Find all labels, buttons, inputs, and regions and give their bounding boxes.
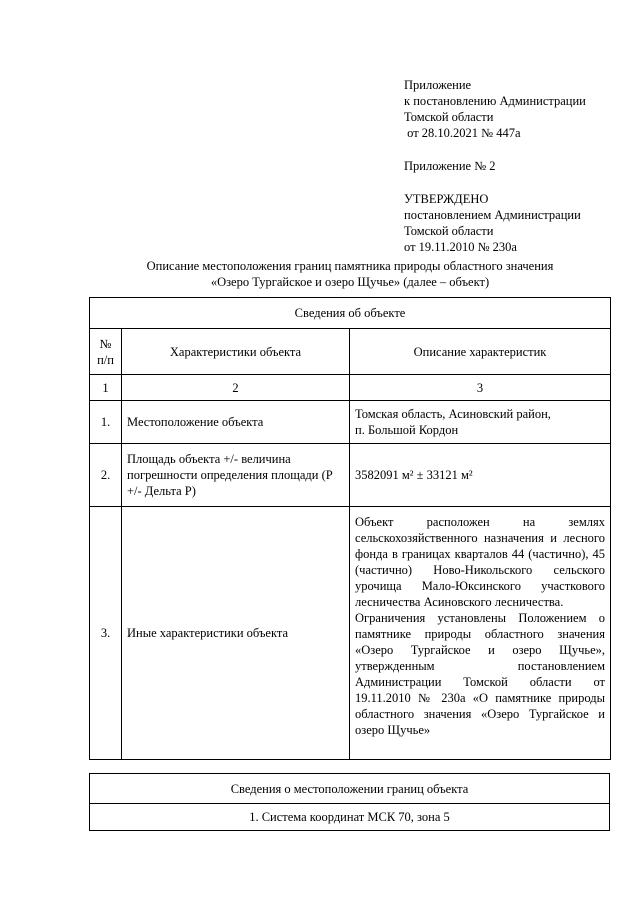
header-line: от 28.10.2021 № 447а [404, 126, 521, 140]
description-paragraph: Ограничения установлены Положением о памятнике природы областного значения «Озеро Тургайское и озеро Щучье», утвержденным постановлением Администрации Томской области от 19.11.2010 № 230а «О памятнике природы областного значения «Озеро Тургайское и озеро Щучье» [355, 611, 605, 737]
boundary-info-table [89, 773, 610, 831]
row-num: 1. [90, 401, 122, 444]
col-header-characteristic: Характеристики объекта [122, 329, 350, 375]
table-caption: Сведения об объекте [90, 298, 611, 329]
col-header-num: № п/п [90, 329, 122, 375]
object-info-table [89, 297, 611, 760]
col-number: 3 [350, 375, 611, 401]
row-description: Томская область, Асиновский район, п. Большой Кордон [350, 401, 611, 444]
appendix-label: Приложение № 2 [404, 159, 496, 173]
approval-header [404, 77, 634, 255]
row-num: 3. [90, 507, 122, 760]
row-num: 2. [90, 444, 122, 507]
header-line: Томской области [404, 110, 494, 124]
table-caption: Сведения о местоположении границ объекта [90, 774, 610, 804]
col-number: 2 [122, 375, 350, 401]
row-characteristic: Местоположение объекта [122, 401, 350, 444]
description-paragraph: Объект расположен на землях сельскохозяйственного назначения и лесного фонда в границах кварталов 44 (частично), 45 (частично) Ново-Никольского сельского урочища Мало-Юксинского участкового лесничества Асиновского лесничества. [355, 515, 605, 609]
row-characteristic: Иные характеристики объекта [122, 507, 350, 760]
table-row [90, 507, 611, 760]
document-title [90, 258, 610, 290]
col-number: 1 [90, 375, 122, 401]
coordinate-system-caption: 1. Система координат МСК 70, зона 5 [90, 804, 610, 831]
table-row [90, 444, 611, 507]
header-line: постановлением Администрации [404, 208, 581, 222]
title-line: «Озеро Тургайское и озеро Щучье» (далее – объект) [210, 275, 490, 289]
row-description: 3582091 м² ± 33121 м² [350, 444, 611, 507]
row-characteristic: Площадь объекта +/- величина погрешности определения площади (Р +/- Дельта Р) [122, 444, 350, 507]
col-header-description: Описание характеристик [350, 329, 611, 375]
header-line: от 19.11.2010 № 230а [404, 240, 517, 254]
row-description [350, 507, 611, 760]
header-line: к постановлению Администрации [404, 94, 586, 108]
table-row [90, 401, 611, 444]
title-line: Описание местоположения границ памятника природы областного значения [146, 259, 554, 273]
approved-label: УТВЕРЖДЕНО [404, 192, 489, 206]
header-line: Приложение [404, 78, 472, 92]
header-line: Томской области [404, 224, 494, 238]
